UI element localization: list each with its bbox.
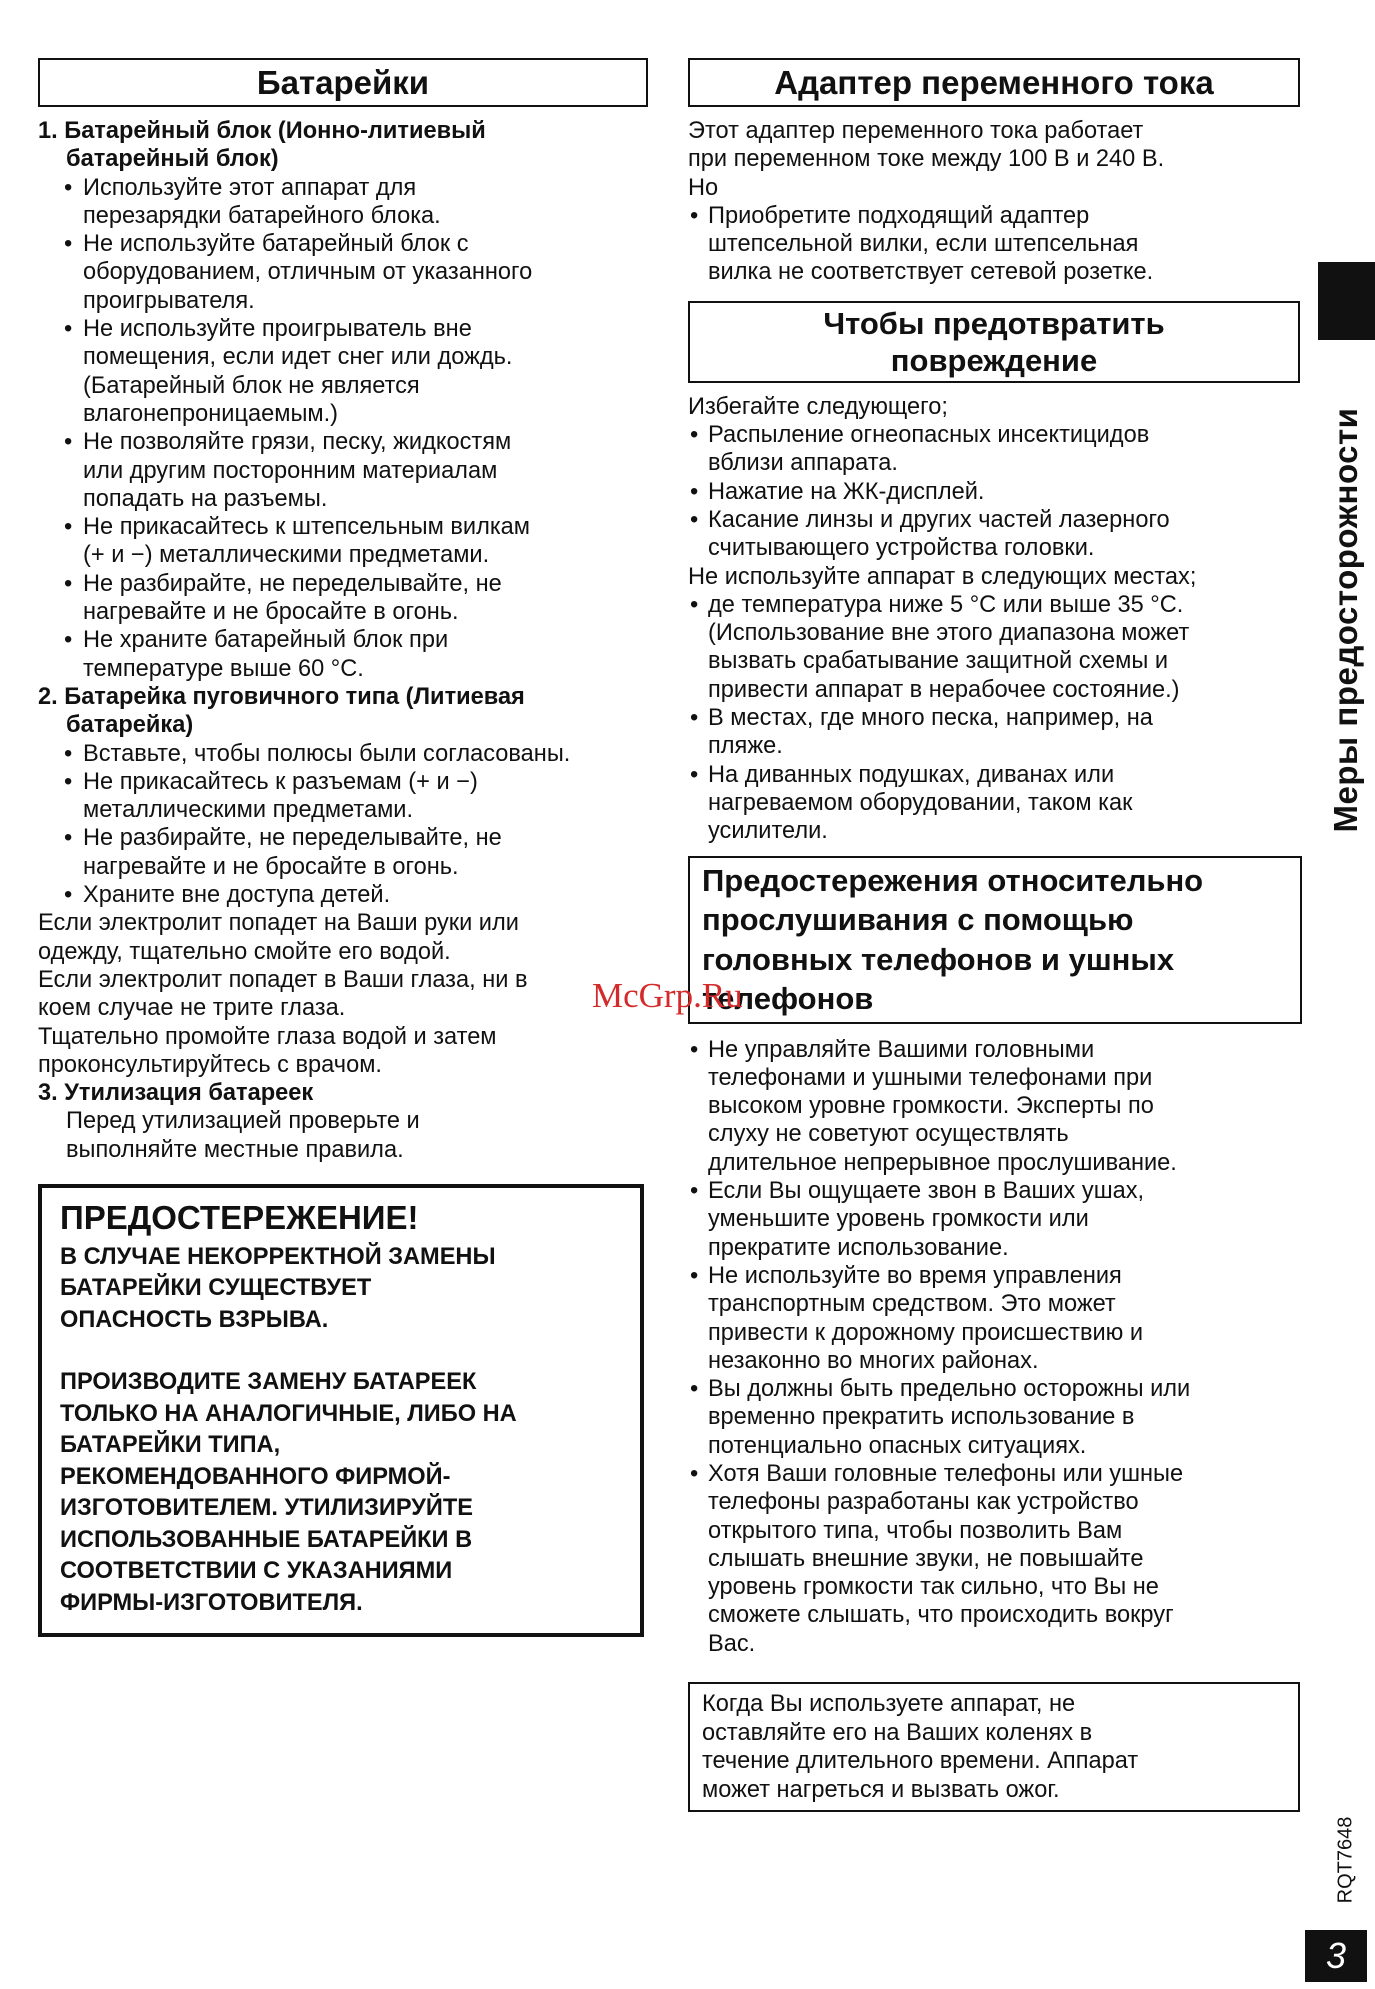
- warning-line: РЕКОМЕНДОВАННОГО ФИРМОЙ-: [60, 1463, 451, 1490]
- list-item-line: • Не используйте во время управления: [708, 1262, 1122, 1289]
- warning-line: БАТАРЕЙКИ СУЩЕСТВУЕТ: [60, 1275, 372, 1302]
- page-number: 3: [1305, 1930, 1367, 1982]
- list-item: [688, 421, 1300, 478]
- adapter-heading: Адаптер переменного тока: [688, 58, 1300, 107]
- section-2-title-cont: батарейка): [66, 712, 194, 739]
- list-item-line: • В местах, где много песка, например, на: [708, 705, 1153, 732]
- list-item: [38, 570, 648, 627]
- batteries-heading: Батарейки: [38, 58, 648, 107]
- adapter-bullet: [688, 202, 1300, 287]
- list-item-line: привести аппарат в нерабочее состояние.): [708, 676, 1180, 703]
- list-item-line: телефонами и ушными телефонами при: [708, 1064, 1153, 1091]
- text-line: Перед утилизацией проверьте и: [66, 1108, 420, 1135]
- warning-line: ИСПОЛЬЗОВАННЫЕ БАТАРЕЙКИ В: [60, 1526, 473, 1553]
- list-item-line: уровень громкости так сильно, что Вы не: [708, 1574, 1159, 1601]
- list-item: [688, 506, 1300, 563]
- warning-line: ИЗГОТОВИТЕЛЕМ. УТИЛИЗИРУЙТЕ: [60, 1495, 474, 1522]
- list-item: [38, 315, 648, 428]
- section-1-title-cont: батарейный блок): [66, 146, 279, 173]
- note-line: Когда Вы используете аппарат, не: [702, 1691, 1076, 1718]
- list-item: [688, 1375, 1300, 1460]
- list-item: [38, 768, 648, 825]
- text-line: проконсультируйтесь с врачом.: [38, 1051, 382, 1078]
- list-item-line: высоком уровне громкости. Эксперты по: [708, 1093, 1154, 1120]
- list-item-line: (Батарейный блок не является: [83, 372, 420, 399]
- list-item-line: прекратите использование.: [708, 1234, 1009, 1261]
- note-line: оставляйте его на Ваших коленях в: [702, 1719, 1093, 1746]
- heading-line: телефонов: [702, 981, 874, 1017]
- list-item-line: незаконно во многих районах.: [708, 1347, 1039, 1374]
- list-item-line: пляже.: [708, 733, 783, 760]
- list-item-line: • На диванных подушках, диванах или: [708, 761, 1115, 788]
- list-item-line: проигрывателя.: [83, 287, 255, 314]
- list-item-line: • Касание линзы и других частей лазерного: [708, 506, 1170, 533]
- text-line: выполняйте местные правила.: [66, 1136, 404, 1163]
- list-item-line: телефоны разработаны как устройство: [708, 1489, 1139, 1516]
- list-item-line: • Не разбирайте, не переделывайте, не: [83, 825, 502, 852]
- text-line: Если электролит попадет на Ваши руки или: [38, 910, 519, 937]
- list-item-line: или другим посторонним материалам: [83, 457, 498, 484]
- list-item: [688, 1036, 1300, 1177]
- section-1-list: [38, 174, 648, 683]
- adapter-text: [688, 117, 1300, 202]
- list-item-line: • Не прикасайтесь к разъемам (+ и −): [83, 768, 478, 795]
- section-3-text: [38, 1107, 648, 1164]
- places-intro: Не используйте аппарат в следующих местах;: [688, 563, 1197, 590]
- list-item-line: слышать внешние звуки, не повышайте: [708, 1545, 1144, 1572]
- lap-note-box: [688, 1682, 1300, 1812]
- list-item: [38, 428, 648, 513]
- list-item: [38, 881, 648, 909]
- warning-line: БАТАРЕЙКИ ТИПА,: [60, 1432, 281, 1459]
- list-item-line: • Нажатие на ЖК-дисплей.: [708, 478, 985, 505]
- warning-line: В СЛУЧАЕ НЕКОРРЕКТНОЙ ЗАМЕНЫ: [60, 1243, 496, 1270]
- heading-line: прослушивания с помощью: [702, 902, 1134, 938]
- list-item-line: помещения, если идет снег или дождь.: [83, 344, 513, 371]
- list-item-line: штепсельной вилки, если штепсельная: [708, 231, 1139, 258]
- list-item-line: температуре выше 60 °C.: [83, 655, 364, 682]
- text-line: Тщательно промойте глаза водой и затем: [38, 1023, 497, 1050]
- list-item-line: считывающего устройства головки.: [708, 535, 1095, 562]
- document-code: RQT7648: [1334, 1816, 1357, 1904]
- text-line: Этот адаптер переменного тока работает: [688, 118, 1144, 144]
- list-item: [38, 740, 648, 768]
- list-item: [38, 513, 648, 570]
- warning-title: ПРЕДОСТЕРЕЖЕНИЕ!: [60, 1198, 419, 1236]
- warning-line: ПРОИЗВОДИТЕ ЗАМЕНУ БАТАРЕЕК: [60, 1369, 477, 1396]
- list-item-line: • Вставьте, чтобы полюсы были согласованы.: [83, 740, 571, 767]
- list-item-line: • де температура ниже 5 °C или выше 35 °C.: [708, 591, 1184, 618]
- section-tab-marker: [1318, 262, 1375, 340]
- heading-line: головных телефонов и ушных: [702, 941, 1175, 977]
- prevent-damage-heading-line2: повреждение: [890, 342, 1098, 378]
- list-item-line: • Не управляйте Вашими головными: [708, 1036, 1095, 1063]
- list-item-line: временно прекратить использование в: [708, 1404, 1135, 1431]
- list-item-line: • Не используйте батарейный блок с: [83, 231, 469, 258]
- side-section-title: Меры предосторожности: [1327, 407, 1364, 833]
- list-item-line: (+ и −) металлическими предметами.: [83, 542, 490, 569]
- watermark: McGrp.Ru: [592, 976, 743, 1015]
- list-item-line: • Не храните батарейный блок при: [83, 627, 449, 654]
- list-item: [688, 704, 1300, 761]
- list-item-line: • Не используйте проигрыватель вне: [83, 316, 472, 343]
- list-item: [688, 1262, 1300, 1375]
- section-1-title: 1. Батарейный блок (Ионно-литиевый: [38, 118, 486, 144]
- warning-box: [38, 1184, 644, 1638]
- list-item: [688, 1460, 1300, 1658]
- list-item-line: уменьшите уровень громкости или: [708, 1206, 1089, 1233]
- headphones-list: [688, 1036, 1300, 1659]
- warning-line: ФИРМЫ-ИЗГОТОВИТЕЛЯ.: [60, 1589, 363, 1616]
- list-item-line: усилители.: [708, 818, 828, 845]
- list-item-line: (Использование вне этого диапазона может: [708, 620, 1190, 647]
- list-item-line: транспортным средством. Это может: [708, 1291, 1116, 1318]
- avoid-list: [688, 421, 1300, 562]
- electrolyte-paragraph: [38, 909, 648, 1079]
- avoid-intro: Избегайте следующего;: [688, 393, 948, 420]
- list-item-line: потенциально опасных ситуациях.: [708, 1432, 1087, 1459]
- right-column: [688, 58, 1300, 1812]
- list-item-line: слуху не советуют осуществлять: [708, 1121, 1069, 1148]
- note-line: течение длительного времени. Аппарат: [702, 1748, 1139, 1775]
- list-item-line: • Хотя Ваши головные телефоны или ушные: [708, 1460, 1184, 1487]
- section-3-title: 3. Утилизация батареек: [38, 1080, 314, 1107]
- list-item-line: • Не прикасайтесь к штепсельным вилкам: [83, 514, 531, 541]
- text-line: при переменном токе между 100 В и 240 В.: [688, 146, 1165, 173]
- list-item-line: • Не позволяйте грязи, песку, жидкостям: [83, 429, 512, 456]
- prevent-damage-heading: [688, 301, 1300, 383]
- list-item-line: • Распыление огнеопасных инсектицидов: [708, 422, 1150, 449]
- list-item-line: • Приобретите подходящий адаптер: [708, 202, 1090, 229]
- prevent-damage-heading-line1: Чтобы предотвратить: [823, 305, 1165, 341]
- list-item-line: • Используйте этот аппарат для: [83, 174, 417, 201]
- text-line: коем случае не трите глаза.: [38, 995, 346, 1022]
- left-column: [38, 58, 648, 1637]
- text-line: Но: [688, 174, 719, 201]
- list-item-line: вблизи аппарата.: [708, 450, 898, 477]
- note-line: может нагреться и вызвать ожог.: [702, 1776, 1060, 1803]
- list-item-line: вызвать срабатывание защитной схемы и: [708, 648, 1169, 675]
- list-item-line: нагревайте и не бросайте в огонь.: [83, 599, 459, 626]
- list-item-line: влагонепроницаемым.): [83, 400, 339, 427]
- list-item-line: металлическими предметами.: [83, 797, 414, 824]
- warning-line: ОПАСНОСТЬ ВЗРЫВА.: [60, 1306, 329, 1333]
- list-item-line: вилка не соответствует сетевой розетке.: [708, 259, 1154, 286]
- warning-line: ТОЛЬКО НА АНАЛОГИЧНЫЕ, ЛИБО НА: [60, 1400, 517, 1427]
- list-item-line: нагревайте и не бросайте в огонь.: [83, 853, 459, 880]
- section-2-title: 2. Батарейка пуговичного типа (Литиевая: [38, 683, 525, 710]
- list-item-line: попадать на разъемы.: [83, 485, 328, 512]
- heading-line: Предостережения относительно: [702, 862, 1204, 898]
- list-item-line: • Храните вне доступа детей.: [83, 882, 391, 909]
- warning-paragraph-2: [60, 1367, 626, 1619]
- list-item: [688, 1177, 1300, 1262]
- list-item-line: длительное непрерывное прослушивание.: [708, 1149, 1177, 1176]
- list-item-line: нагреваемом оборудовании, таком как: [708, 789, 1133, 816]
- list-item-line: • Если Вы ощущаете звон в Ваших ушах,: [708, 1178, 1145, 1205]
- warning-paragraph-1: [60, 1242, 626, 1337]
- warning-line: СООТВЕТСТВИИ С УКАЗАНИЯМИ: [60, 1558, 453, 1585]
- text-line: одежду, тщательно смойте его водой.: [38, 938, 451, 965]
- list-item-line: оборудованием, отличным от указанного: [83, 259, 533, 286]
- text-line: Если электролит попадет в Ваши глаза, ни в: [38, 966, 528, 993]
- list-item: [688, 478, 1300, 506]
- list-item: [38, 824, 648, 881]
- list-item: [38, 626, 648, 683]
- places-list: [688, 591, 1300, 846]
- list-item-line: сможете слышать, что происходить вокруг: [708, 1602, 1174, 1629]
- headphones-heading: [688, 856, 1302, 1024]
- list-item-line: • Не разбирайте, не переделывайте, не: [83, 570, 502, 597]
- list-item: [688, 761, 1300, 846]
- list-item-line: • Вы должны быть предельно осторожны или: [708, 1376, 1191, 1403]
- list-item: [38, 230, 648, 315]
- list-item-line: перезарядки батарейного блока.: [83, 202, 441, 229]
- list-item-line: Вас.: [708, 1630, 756, 1657]
- section-2-list: [38, 740, 648, 910]
- list-item: [688, 202, 1300, 287]
- list-item-line: открытого типа, чтобы позволить Вам: [708, 1517, 1123, 1544]
- list-item: [38, 174, 648, 231]
- list-item: [688, 591, 1300, 704]
- list-item-line: привести к дорожному происшествию и: [708, 1319, 1144, 1346]
